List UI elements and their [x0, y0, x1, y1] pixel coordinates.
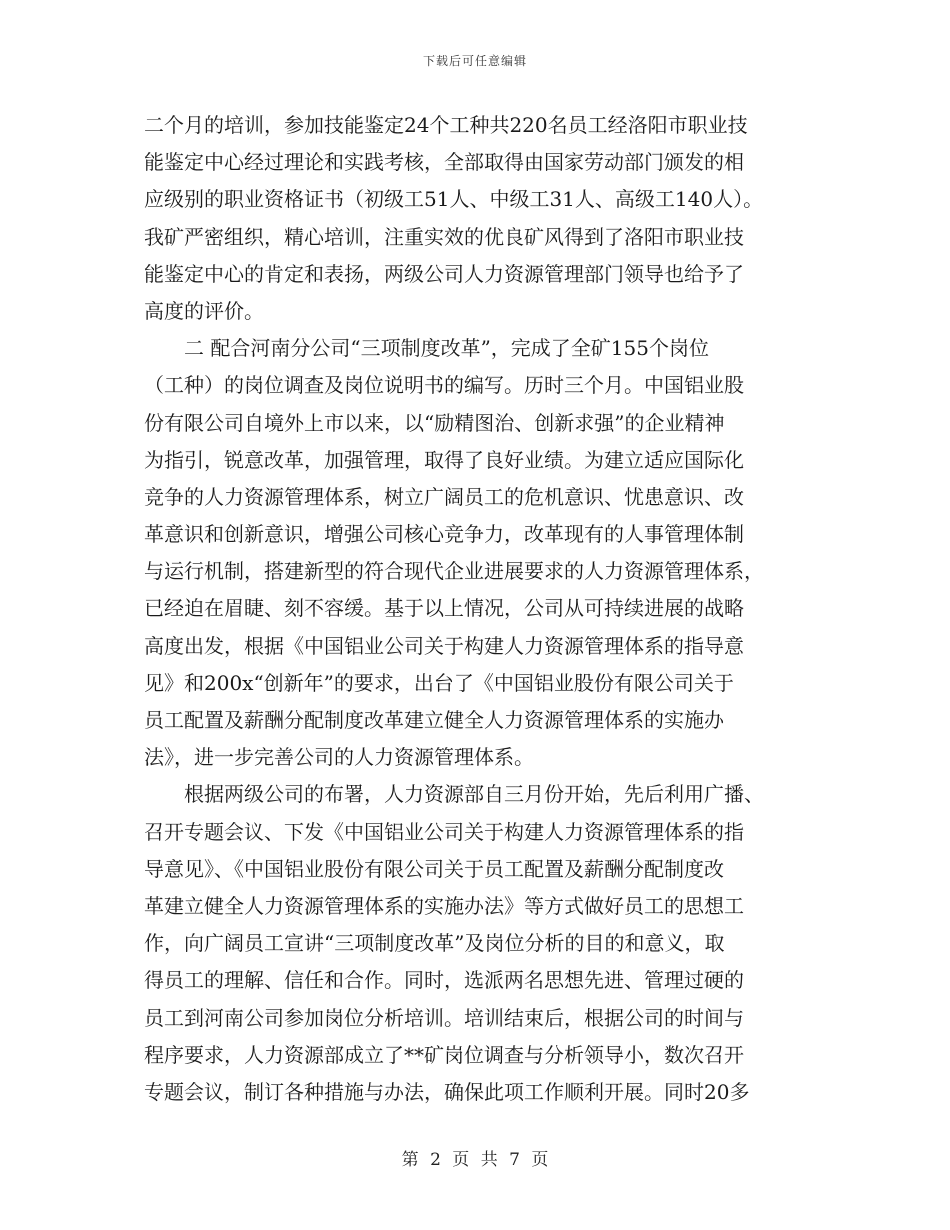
- text-line: 二 配合河南分公司“三项制度改革”，完成了全矿155个岗位: [144, 336, 709, 361]
- text-line: 法》，进一步完善公司的人力资源管理体系。: [144, 745, 534, 770]
- text-line: 专题会议，制订各种措施与办法，确保此项工作顺利开展。同时20多: [144, 1079, 750, 1104]
- text-line: 革意识和创新意识，增强公司核心竞争力，改革现有的人事管理体制: [144, 522, 744, 547]
- text-line: 员工到河南公司参加岗位分析培训。培训结束后，根据公司的时间与: [144, 1005, 744, 1030]
- text-line: 竞争的人力资源管理体系，树立广阔员工的危机意识、忧患意识、改: [144, 484, 744, 509]
- text-line: 程序要求，人力资源部成立了**矿岗位调查与分析领导小，数次召开: [144, 1042, 744, 1067]
- text-line: 革建立健全人力资源管理体系的实施办法》等方式做好员工的思想工: [144, 893, 744, 918]
- text-line: 召开专题会议、下发《中国铝业公司关于构建人力资源管理体系的指: [144, 819, 744, 844]
- text-line: 二个月的培训，参加技能鉴定24个工种共220名员工经洛阳市职业技: [144, 113, 748, 137]
- text-line: 根据两级公司的布署，人力资源部自三月份开始，先后利用广播、: [144, 782, 764, 807]
- text-line: 份有限公司自境外上市以来，以“励精图治、创新求强”的企业精神: [144, 410, 725, 435]
- text-line: 能鉴定中心的肯定和表扬，两级公司人力资源管理部门领导也给予了: [144, 261, 744, 286]
- text-line: 应级别的职业资格证书（初级工51人、中级工31人、高级工140人）。: [144, 187, 764, 212]
- page-header: 下载后可任意编辑: [422, 54, 527, 68]
- text-line: 高度出发，根据《中国铝业公司关于构建人力资源管理体系的指导意: [144, 633, 744, 658]
- text-line: （工种）的岗位调查及岗位说明书的编写。历时三个月。中国铝业股: [144, 373, 744, 398]
- text-line: 员工配置及薪酬分配制度改革建立健全人力资源管理体系的实施办: [144, 708, 724, 732]
- text-line: 导意见》、《中国铝业股份有限公司关于员工配置及薪酬分配制度改: [144, 856, 724, 881]
- text-line: 为指引，锐意改革，加强管理，取得了良好业绩。为建立适应国际化: [144, 447, 744, 472]
- text-line: 见》和200x“创新年”的要求，出台了《中国铝业股份有限公司关于: [144, 670, 734, 695]
- document-body: [144, 107, 814, 1111]
- text-line: 能鉴定中心经过理论和实践考核，全部取得由国家劳动部门颁发的相: [144, 150, 744, 175]
- text-line: 已经迫在眉睫、刻不容缓。基于以上情况，公司从可持续进展的战略: [144, 596, 744, 621]
- text-line: 得员工的理解、信任和合作。同时，选派两名思想先进、管理过硬的: [144, 968, 744, 993]
- text-line: 高度的评价。: [144, 298, 264, 323]
- text-line: 我矿严密组织，精心培训，注重实效的优良矿风得到了洛阳市职业技: [144, 224, 744, 249]
- text-line: 与运行机制，搭建新型的符合现代企业进展要求的人力资源管理体系，: [144, 559, 764, 584]
- text-line: 作，向广阔员工宣讲“三项制度改革”及岗位分析的目的和意义，取: [144, 931, 725, 956]
- page-number-footer: 第 2 页 共 7 页: [401, 1150, 549, 1170]
